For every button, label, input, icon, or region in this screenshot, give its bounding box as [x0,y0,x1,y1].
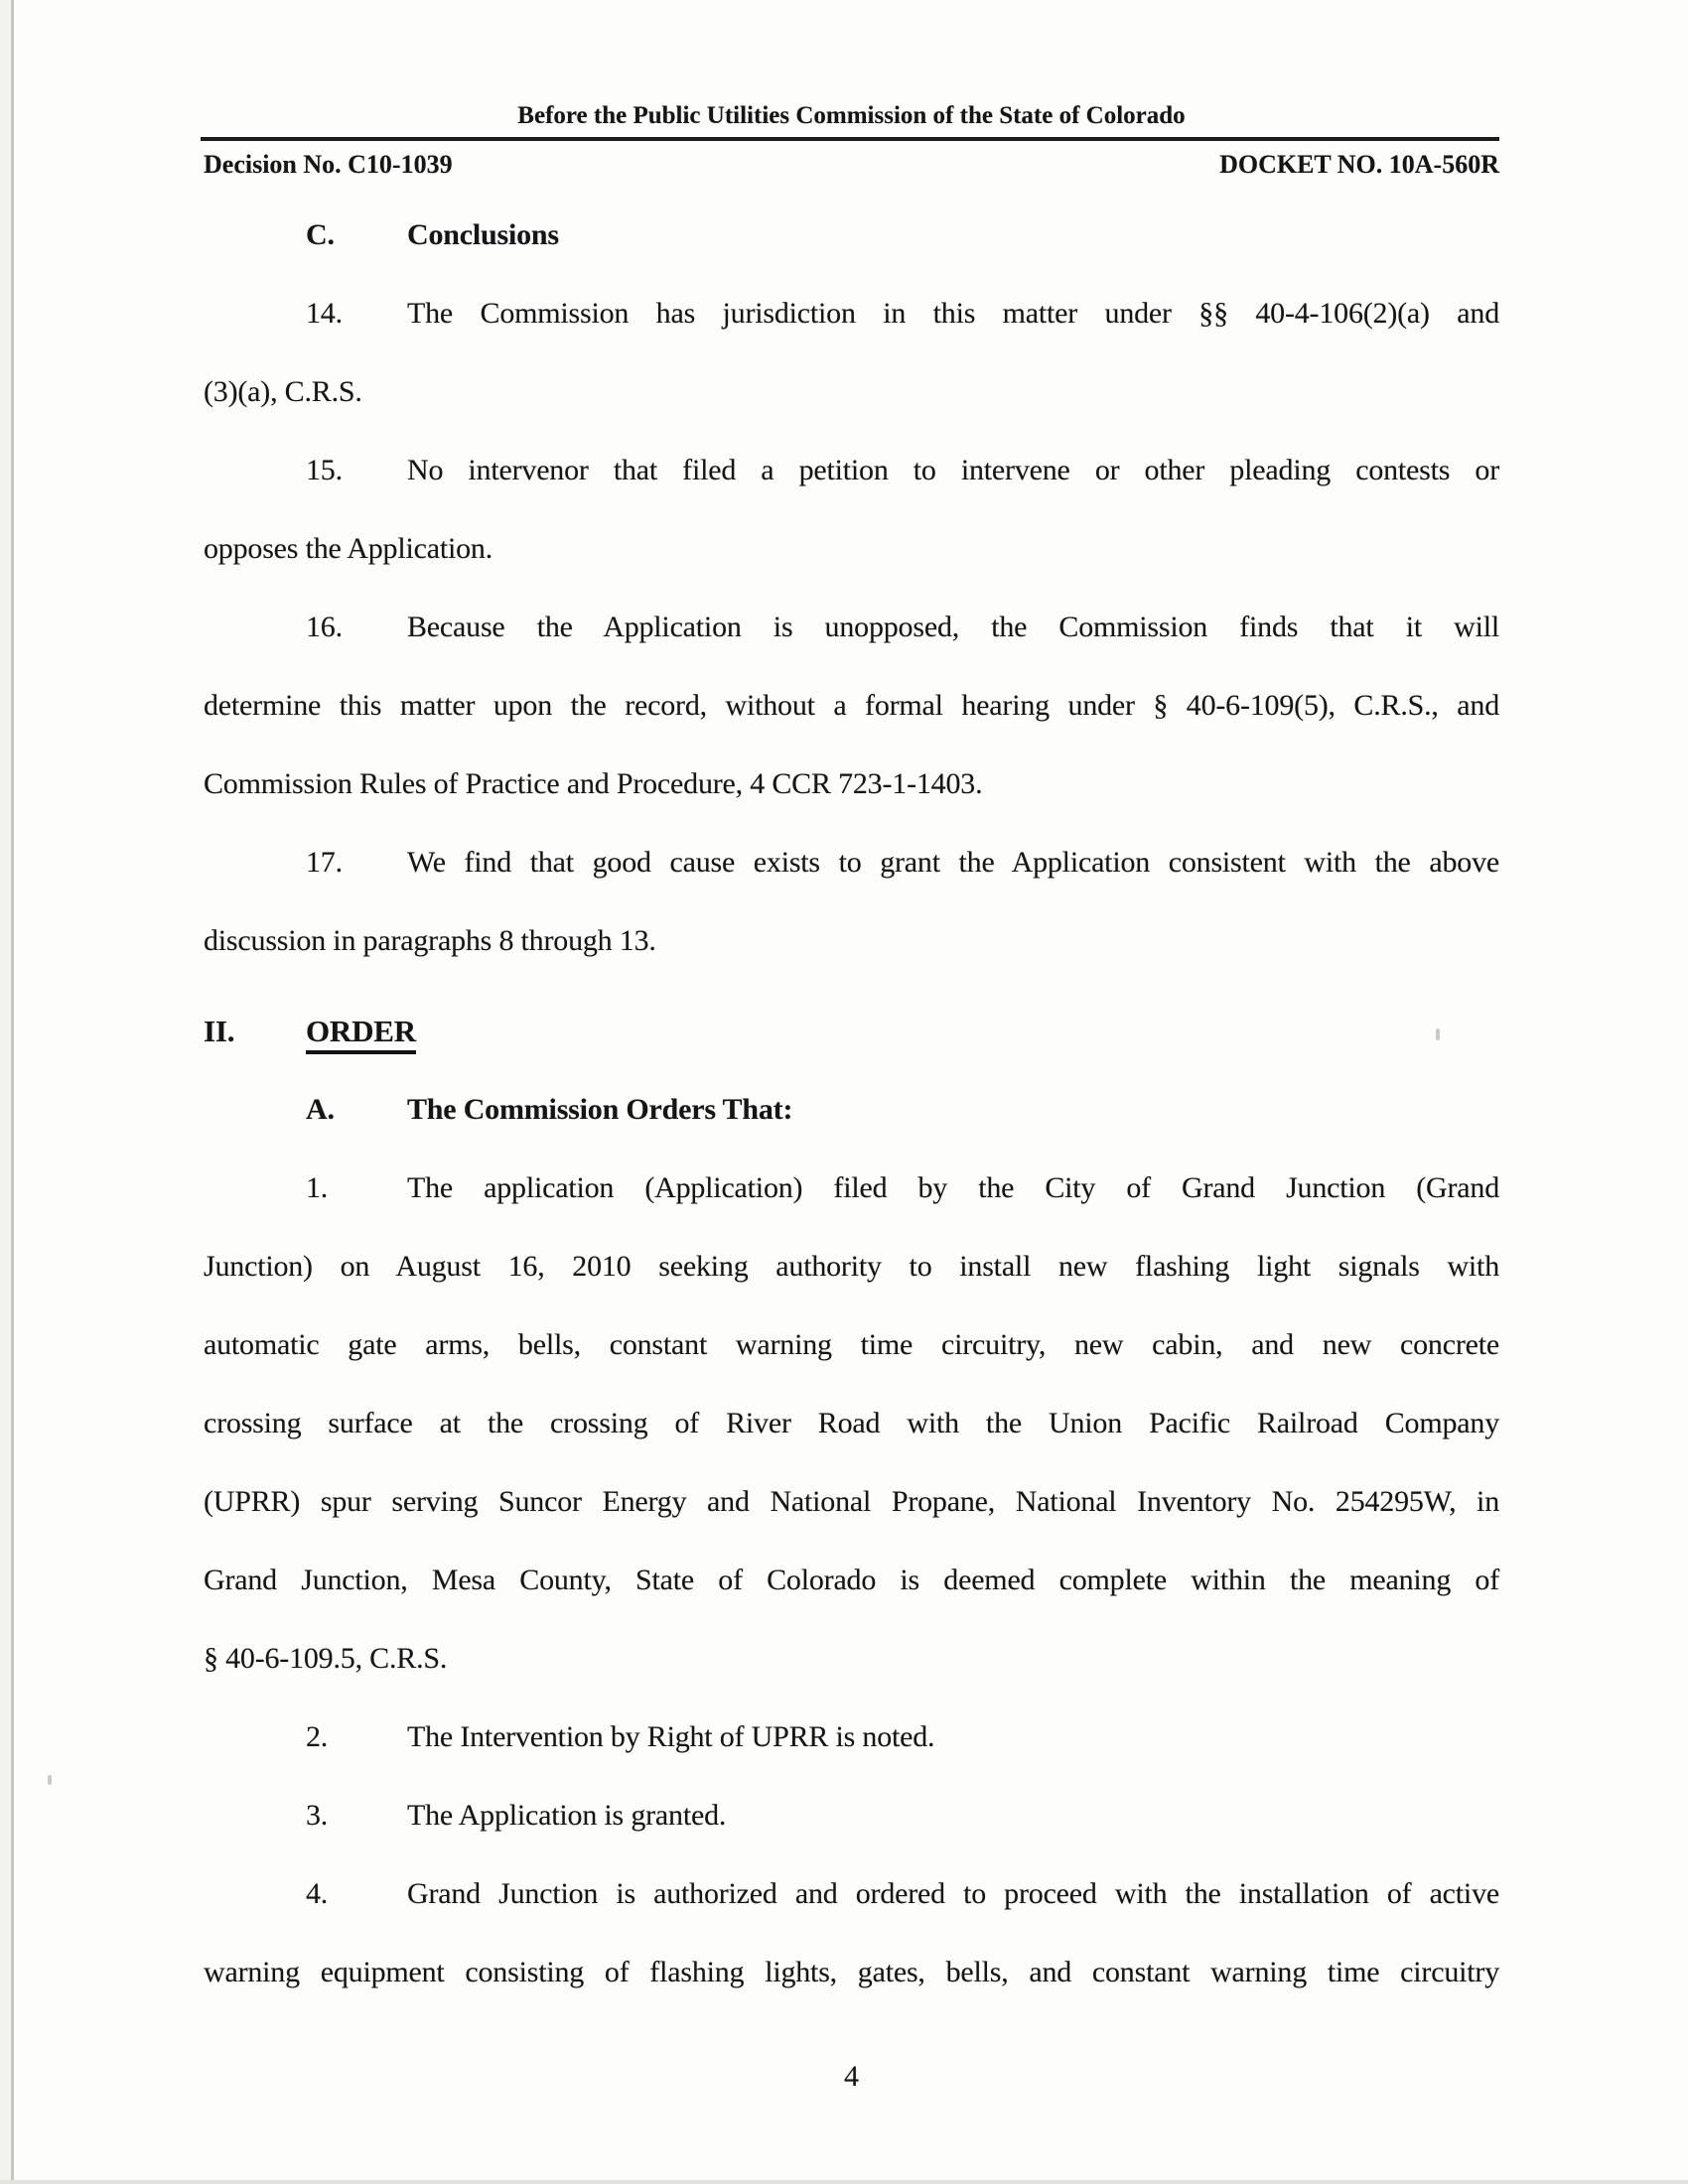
scan-bottom-edge [0,2180,1688,2184]
paragraph-line [204,901,1499,980]
paragraph-line-text: The Application is granted. [407,1799,727,1832]
paragraph-line [204,1149,1499,1227]
paragraph-line [204,274,1499,352]
paragraph-line [204,1462,1499,1541]
section-heading [204,992,1499,1070]
paragraph-line-text: crossing surface at the crossing of River Road with the Union Pacific Railroad Company [204,1407,1499,1439]
paragraph-number: 4. [306,1877,329,1910]
paragraph-line-text: (3)(a), C.R.S. [204,375,362,408]
decision-number: Decision No. C10-1039 [204,150,453,179]
heading-text: The Commission Orders That: [407,1093,793,1126]
paragraph-line-text: automatic gate arms, bells, constant warning time circuitry, new cabin, and new concrete [204,1328,1499,1361]
heading-label: A. [306,1093,335,1126]
scan-edge-line [11,0,14,2184]
docket-number: DOCKET NO. 10A-560R [1219,150,1499,179]
paragraph-line [204,1933,1499,2011]
paragraph-line-text: opposes the Application. [204,532,492,565]
heading-text: Conclusions [407,218,559,251]
paragraph-line-text: determine this matter upon the record, without a formal hearing under § 40-6-109(5), C.R.S., and [204,689,1499,722]
paragraph-line-text: We find that good cause exists to grant the Application consistent with the above [407,846,1499,879]
header-reference-row [204,149,1499,181]
heading-label: II. [204,1014,235,1048]
paragraph-line [204,823,1499,901]
paragraph-line-text: No intervenor that filed a petition to intervene or other pleading contests or [407,454,1499,486]
paragraph-line-text: Grand Junction, Mesa County, State of Colorado is deemed complete within the meaning of [204,1564,1499,1596]
paragraph-line [204,1619,1499,1698]
paragraph-line-text: Because the Application is unopposed, the Commission finds that it will [407,611,1499,643]
paragraph-number: 3. [306,1799,329,1832]
page-number: 4 [844,2060,859,2093]
paragraph-number: 1. [306,1171,329,1204]
paragraph-line-text: The application (Application) filed by the City of Grand Junction (Grand [407,1171,1499,1204]
paragraph-line-text: Junction) on August 16, 2010 seeking authority to install new flashing light signals with [204,1250,1499,1283]
paragraph-line-text: The Intervention by Right of UPRR is noted. [407,1720,935,1753]
paragraph-line [204,588,1499,666]
section-heading [204,196,1499,274]
paragraph-line [204,431,1499,509]
document-body [204,196,1499,2011]
paragraph-line-text: Commission Rules of Practice and Procedure, 4 CCR 723-1-1403. [204,767,983,800]
paragraph-line-text: warning equipment consisting of flashing lights, gates, bells, and constant warning time circuitry [204,1956,1499,1988]
paragraph-line [204,509,1499,588]
paragraph-line [204,1541,1499,1619]
paragraph-line [204,1227,1499,1305]
paragraph-line-text: The Commission has jurisdiction in this matter under §§ 40-4-106(2)(a) and [407,297,1499,330]
paragraph-line [204,745,1499,823]
header-rule [201,137,1499,141]
scan-edge-strip [0,0,11,2184]
paragraph-line [204,1384,1499,1462]
paragraph-line [204,352,1499,431]
heading-text: ORDER [306,1016,416,1054]
section-heading [204,1070,1499,1149]
paragraph-number: 2. [306,1720,329,1753]
paragraph-number: 15. [306,454,343,486]
paragraph-line [204,1698,1499,1776]
paragraph-number: 14. [306,297,343,330]
paragraph-number: 17. [306,846,343,879]
paragraph-line-text: § 40-6-109.5, C.R.S. [204,1642,448,1675]
paragraph-line-text: (UPRR) spur serving Suncor Energy and National Propane, National Inventory No. 254295W, in [204,1485,1499,1518]
paragraph-line-text: discussion in paragraphs 8 through 13. [204,924,656,957]
paragraph-line [204,1305,1499,1384]
paragraph-line [204,1854,1499,1933]
paragraph-number: 16. [306,611,343,643]
paragraph-line [204,1776,1499,1854]
heading-label: C. [306,218,335,251]
paragraph-line-text: Grand Junction is authorized and ordered to proceed with the installation of active [407,1877,1499,1910]
scan-speck [48,1775,52,1785]
paragraph-line [204,666,1499,745]
document-title: Before the Public Utilities Commission of the State of Colorado [517,102,1186,129]
